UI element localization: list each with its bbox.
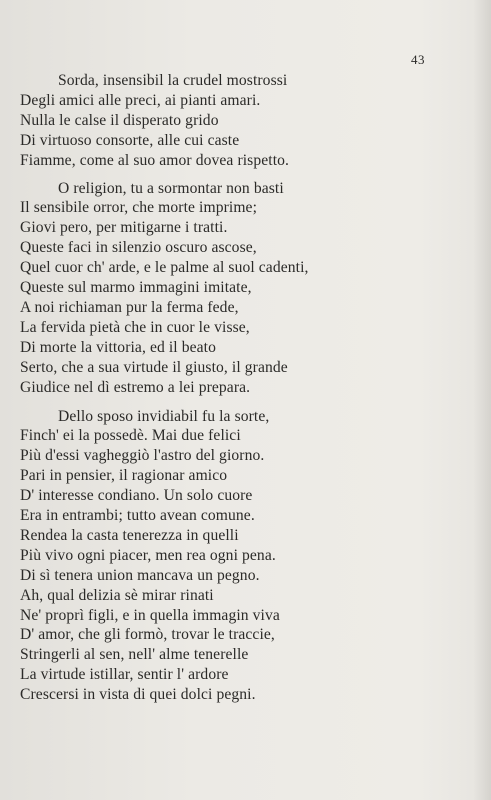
verse-line: Pari in pensier, il ragionar amico <box>20 467 228 485</box>
verse-line: Serto, che a sua virtude il giusto, il grande <box>20 358 288 376</box>
verse-line: Queste sul marmo immagini imitate, <box>20 279 252 297</box>
verse-line: A noi richiaman pur la ferma fede, <box>20 298 239 316</box>
verse-line: Giudice nel dì estremo a lei prepara. <box>20 378 251 396</box>
verse-line: Degli amici alle preci, ai pianti amari. <box>20 91 261 109</box>
verse-line: Nulla le calse il disperato grido <box>20 111 219 129</box>
verse-line: La virtude istillar, sentir l' ardore <box>20 666 229 684</box>
stanza-3 <box>20 407 460 706</box>
verse-line: Stringerli al sen, nell' alme tenerelle <box>20 646 249 664</box>
verse-line: D' interesse condiano. Un solo cuore <box>20 487 253 505</box>
page-number: 43 <box>411 52 425 67</box>
page-edge-shadow <box>473 0 491 800</box>
verse-line: Fiamme, come al suo amor dovea rispetto. <box>20 151 290 169</box>
verse-line: Era in entrambi; tutto avean comune. <box>20 507 255 525</box>
poem-text <box>20 71 460 705</box>
stanza-2 <box>20 179 460 398</box>
verse-line: Di morte la vittoria, ed il beato <box>20 338 216 356</box>
stanza-1 <box>20 71 460 171</box>
verse-line: Crescersi in vista di quei dolci pegni. <box>20 686 256 704</box>
verse-line: Ne' proprì figli, e in quella immagin viva <box>20 606 280 624</box>
verse-line: Queste faci in silenzio oscuro ascose, <box>20 239 257 257</box>
verse-line: Di sì tenera union mancava un pegno. <box>20 566 260 584</box>
verse-line: Di virtuoso consorte, alle cui caste <box>20 131 240 149</box>
verse-line: Più vivo ogni piacer, men rea ogni pena. <box>20 546 276 564</box>
verse-line: La fervida pietà che in cuor le visse, <box>20 318 250 336</box>
verse-line: O religion, tu a sormontar non basti <box>58 179 284 197</box>
verse-line: Sorda, insensibil la crudel mostrossi <box>58 72 288 89</box>
verse-line: Il sensibile orror, che morte imprime; <box>20 199 258 217</box>
verse-line: Quel cuor ch' arde, e le palme al suol cadenti, <box>20 259 309 277</box>
verse-line: Finch' ei la possedè. Mai due felici <box>20 427 241 445</box>
verse-line: Rendea la casta tenerezza in quelli <box>20 526 239 544</box>
verse-line: D' amor, che gli formò, trovar le traccie, <box>20 626 275 644</box>
verse-line: Ah, qual delizia sè mirar rinati <box>20 586 214 604</box>
verse-line: Più d'essi vagheggiò l'astro del giorno. <box>20 447 265 465</box>
verse-line: Dello sposo invidiabil fu la sorte, <box>58 407 270 425</box>
verse-line: Giovi pero, per mitigarne i tratti. <box>20 219 228 237</box>
